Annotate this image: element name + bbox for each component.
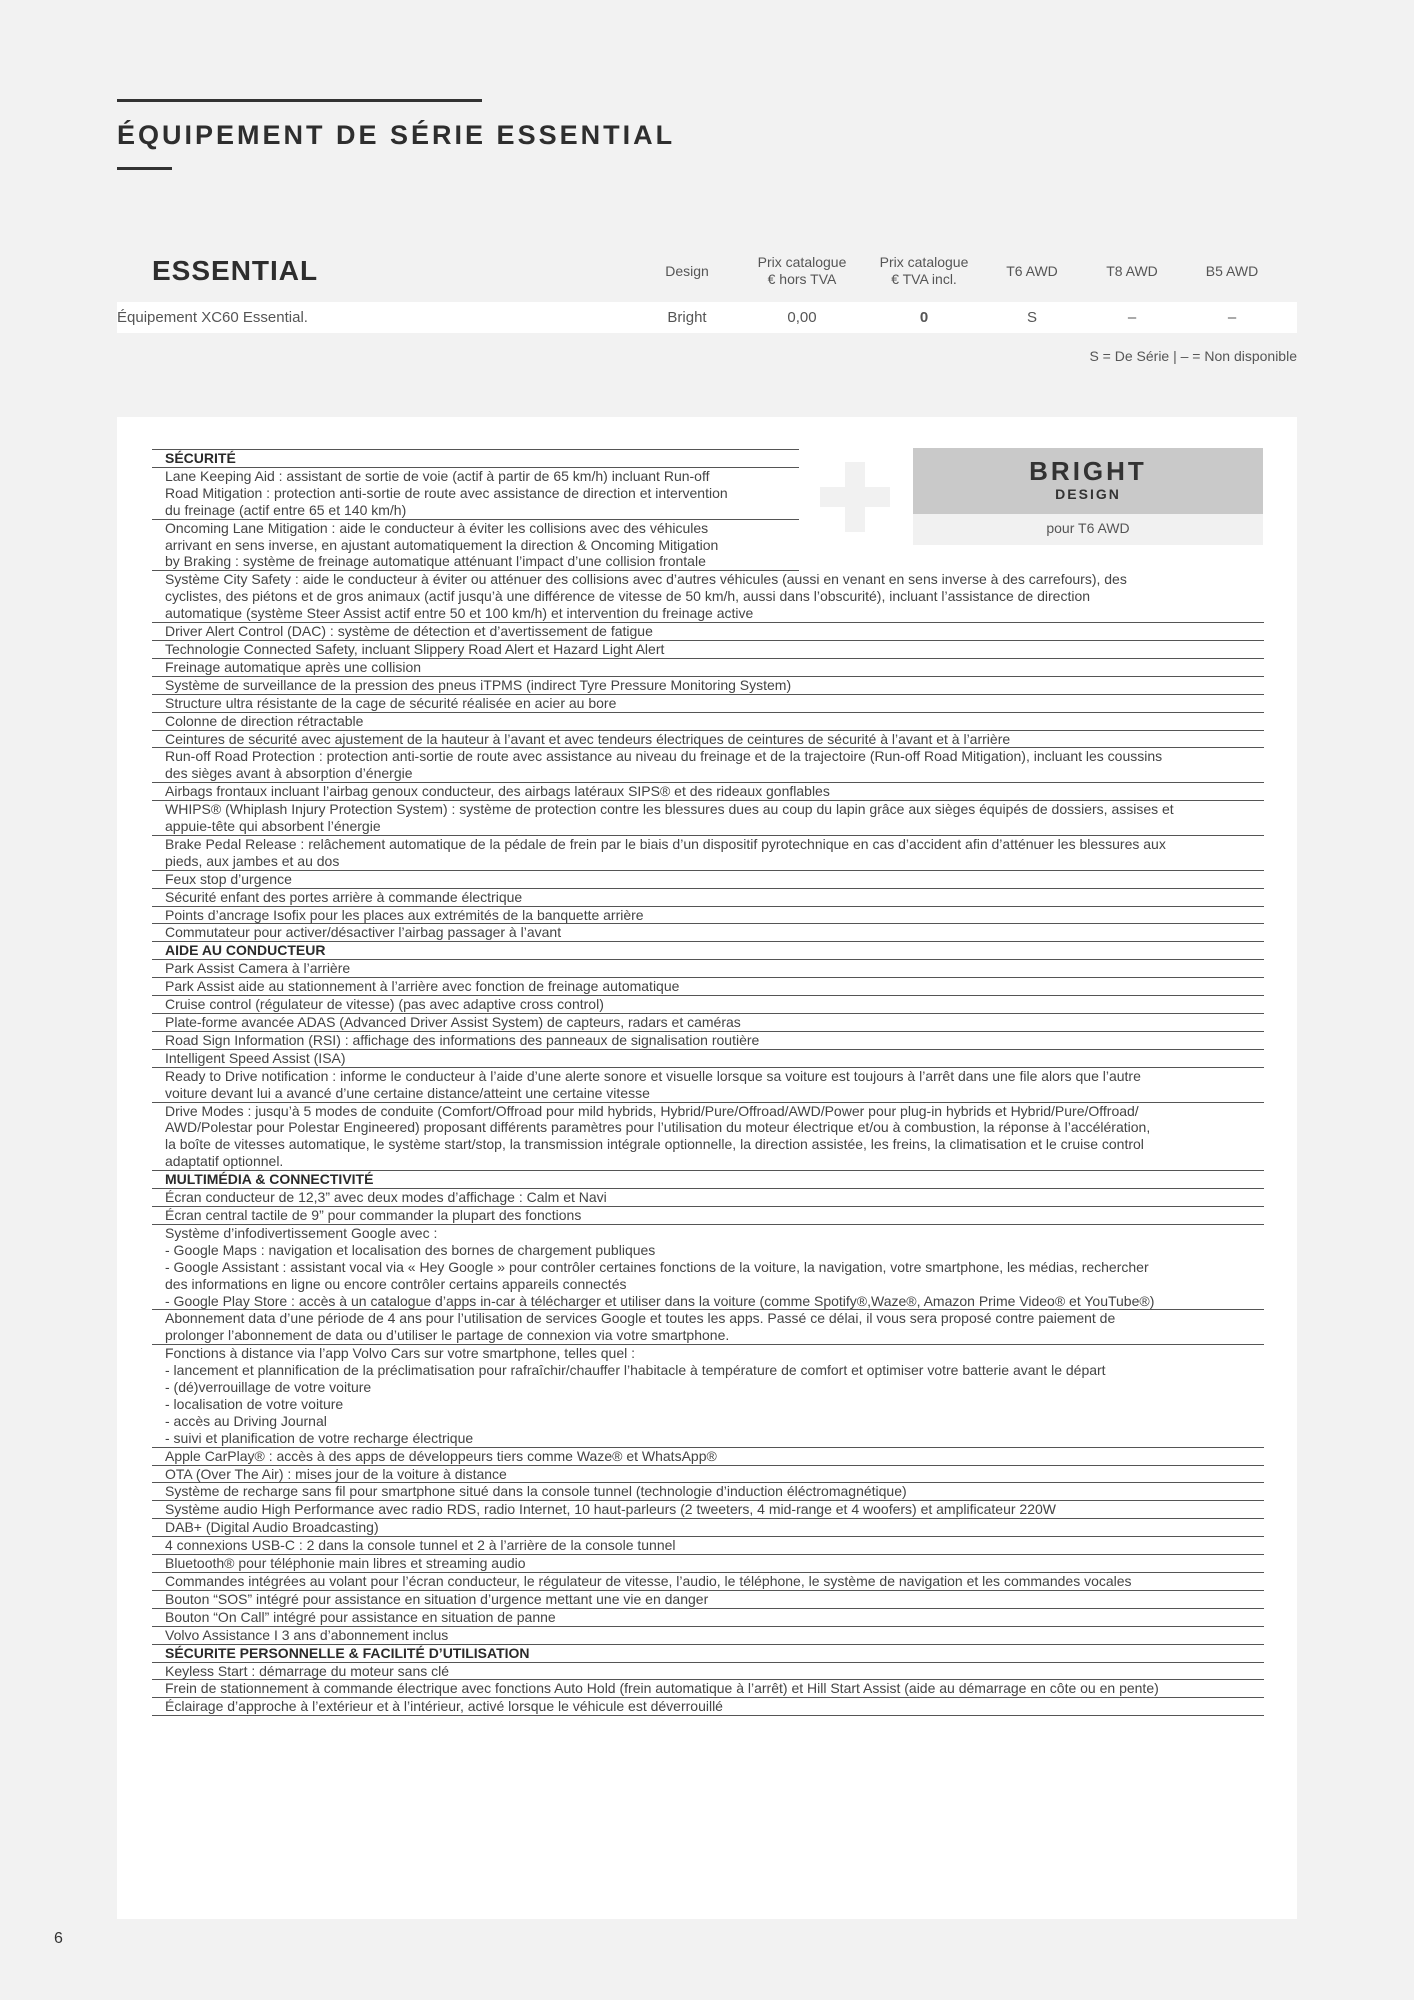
equipment-text: Intelligent Speed Assist (ISA) [165,1049,346,1066]
category-label: AIDE AU CONDUCTEUR [165,942,326,959]
equipment-item [152,871,1264,889]
equipment-text: Feux stop d’urgence [165,870,292,887]
page-number: 6 [54,1930,63,1947]
equipment-item [152,836,1264,871]
equipment-item [152,1698,1264,1716]
equipment-item [152,1032,1264,1050]
price-table-header [117,247,1297,297]
equipment-text: Système de surveillance de la pression des pneus iTPMS (indirect Tyre Pressure Monitoring System) [165,676,792,693]
equipment-item [152,1663,1264,1681]
equipment-item [152,1448,1264,1466]
equipment-item [152,1207,1264,1225]
equipment-text: Colonne de direction rétractable [165,712,364,729]
equipment-item [152,571,1264,623]
equipment-item [152,748,1264,783]
top-rule [117,99,482,102]
equipment-item [152,907,1264,925]
equipment-text: Bouton “SOS” intégré pour assistance en situation d’urgence mettant une vie en danger [165,1590,709,1607]
equipment-text: Road Sign Information (RSI) : affichage des informations des panneaux de signalisation routière [165,1031,760,1048]
equipment-item [152,1627,1264,1645]
header-design: Design [665,262,709,279]
equipment-item [152,1068,1264,1103]
equipment-item [152,1519,1264,1537]
equipment-text: Bluetooth® pour téléphonie main libres et streaming audio [165,1555,526,1572]
equipment-text: Cruise control (régulateur de vitesse) (pas avec adaptive cross control) [165,996,604,1013]
equipment-item [152,731,1264,749]
equipment-item [152,468,799,520]
price-row [117,302,1297,333]
equipment-text: Park Assist aide au stationnement à l’arrière avec fonction de freinage automatique [165,978,680,995]
equipment-list [152,449,1264,1716]
header-price-excl: Prix catalogue € hors TVA [757,254,847,287]
design-subtitle: pour T6 AWD [1046,520,1130,536]
row-t6: S [1026,309,1037,326]
equipment-text: Ceintures de sécurité avec ajustement de la hauteur à l’avant et avec tendeurs électriques de ceintures de sécurité à l’avant et à l’arrière [165,730,1011,747]
equipment-text: Sécurité enfant des portes arrière à commande électrique [165,888,523,905]
equipment-text: Structure ultra résistante de la cage de sécurité réalisée en acier au bore [165,694,617,711]
category-heading [152,1645,1264,1663]
equipment-text: Système de recharge sans fil pour smartphone situé dans la console tunnel (technologie d’induction éléctromagnétique) [165,1483,907,1500]
equipment-text: Brake Pedal Release : relâchement automatique de la pédale de frein par le biais d’un dispositif pyrotechnique en cas d’accident afin d’atténuer les blessures aux pieds, aux jambes et au dos [165,835,1166,869]
equipment-text: Écran conducteur de 12,3” avec deux modes d’affichage : Calm et Navi [165,1189,607,1206]
equipment-text: Ready to Drive notification : informe le conducteur à l’aide d’une alerte sonore et visuelle lorsque sa voiture est toujours à l’arrêt dans une file alors que l’autre voiture devant lui a avancé d’une certaine distance/atteint une certaine vitesse [165,1067,1141,1101]
equipment-item [152,1014,1264,1032]
design-label: DESIGN [1055,486,1121,502]
equipment-text: Driver Alert Control (DAC) : système de détection et d’avertissement de fatigue [165,623,653,640]
equipment-text: Commutateur pour activer/désactiver l’airbag passager à l’avant [165,924,562,941]
category-label: MULTIMÉDIA & CONNECTIVITÉ [165,1171,374,1188]
row-b5: – [1227,309,1237,326]
equipment-item [152,1345,1264,1447]
header-t8: T8 AWD [1106,262,1158,279]
title-underline [117,167,172,170]
equipment-text: Drive Modes : jusqu’à 5 modes de conduite (Comfort/Offroad pour mild hybrids, Hybrid/Pure/Offroad/AWD/Power pour plug-in hybrids et Hybrid/Pure/Offroad/ AWD/Polestar pour Polestar Engineered) proposant différents paramètres pour l’utilisation du moteur électrique et/ou à combustion, la réponse à l’accélération, la boîte de vitesses automatique, le système start/stop, la transmission intégrale optionnelle, la direction assistée, les freins, la climatisation et le cruise control adaptatif optionnel. [165,1102,1151,1170]
equipment-item [152,1591,1264,1609]
row-price-incl: 0 [919,309,929,326]
category-heading [152,449,799,468]
header-b5: B5 AWD [1205,262,1259,279]
equipment-item [152,1555,1264,1573]
equipment-item [152,1466,1264,1484]
equipment-text: Oncoming Lane Mitigation : aide le conducteur à éviter les collisions avec des véhicules arrivant en sens inverse, en ajustant automatiquement la direction & Oncoming Mitigation by Braking : système de freinage automatique atténuant l’impact d’une collision frontale [165,519,719,570]
equipment-text: Système City Safety : aide le conducteur à éviter ou atténuer des collisions avec d’autres véhicules (aussi en venant en sens inverse à des carrefours), des cyclistes, des piétons et de gros animaux (actif jusqu’à une différence de vitesse de 50 km/h, aussi dans l’obscurité), incluant l’assistance de direction automatique (système Steer Assist actif entre 50 et 100 km/h) et intervention du freinage active [165,571,1127,622]
equipment-item [152,1501,1264,1519]
row-t8: – [1127,309,1137,326]
header-t6: T6 AWD [1006,262,1058,279]
equipment-item [152,1050,1264,1068]
equipment-text: Run-off Road Protection : protection anti-sortie de route avec assistance au niveau du freinage et de la trajectoire (Run-off Road Mitigation), incluant les coussins des sièges avant à absorption d’énergie [165,748,1163,782]
equipment-item [152,1103,1264,1172]
equipment-item [152,641,1264,659]
equipment-text: Volvo Assistance I 3 ans d’abonnement inclus [165,1626,449,1643]
row-price-excl: 0,00 [787,309,817,326]
version-title: ESSENTIAL [152,255,319,286]
equipment-text: Airbags frontaux incluant l’airbag genoux conducteur, des airbags latéraux SIPS® et des rideaux gonflables [165,783,830,800]
equipment-item [152,1310,1264,1345]
equipment-item [152,996,1264,1014]
equipment-text: Abonnement data d’une période de 4 ans pour l’utilisation de services Google et toutes les apps. Passé ce délai, il vous sera proposé contre paiement de prolonger l’abonnement de data ou d’utiliser le partage de connexion via votre smartphone. [165,1310,1116,1344]
header-price-incl: Prix catalogue € TVA incl. [879,254,969,287]
equipment-item [152,695,1264,713]
equipment-item [152,1609,1264,1627]
equipment-item [152,924,1264,942]
equipment-text: Keyless Start : démarrage du moteur sans clé [165,1662,450,1679]
equipment-item [152,889,1264,907]
equipment-item [152,1537,1264,1555]
equipment-item [152,520,799,572]
equipment-text: Commandes intégrées au volant pour l’écran conducteur, le régulateur de vitesse, l’audio, le téléphone, le système de navigation et les commandes vocales [165,1573,1132,1589]
equipment-text: Fonctions à distance via l’app Volvo Cars sur votre smartphone, telles quel : - lancement et plannification de la préclimatisation pour rafraîchir/chauffer l’habitacle à température de comfort et optimiser votre batterie avant le départ - (dé)verrouillage de votre voiture - localisation de votre voiture - accès au Driving Journal - suivi et planification de votre recharge électrique [165,1345,1106,1446]
equipment-text: Écran central tactile de 9” pour commander la plupart des fonctions [165,1206,582,1223]
equipment-text: Système audio High Performance avec radio RDS, radio Internet, 10 haut-parleurs (2 tweeters, 4 mid-range et 4 woofers) et amplificateur 220W [165,1501,1056,1518]
equipment-item [152,1680,1264,1698]
equipment-item [152,659,1264,677]
equipment-item [152,801,1264,836]
equipment-text: Système d’infodivertissement Google avec : - Google Maps : navigation et localisation des bornes de chargement publiques - Google Assistant : assistant vocal via « Hey Google » pour contrôler certaines fonctions de la voiture, la navigation, votre smartphone, les médias, rechercher des informations en ligne ou encore contrôler certains appareils connectés - Google Play Store : accès à un catalogue d’apps in-car à télécharger et utiliser dans la voiture (comme Spotify®,Waze®, Amazon Prime Video® et YouTube®) [165,1224,1155,1309]
availability-legend: S = De Série | – = Non disponible [1089,348,1297,364]
page-title: ÉQUIPEMENT DE SÉRIE ESSENTIAL [117,120,676,150]
equipment-item [152,623,1264,641]
equipment-text: Lane Keeping Aid : assistant de sortie de voie (actif à partir de 65 km/h) incluant Run-off Road Mitigation : protection anti-sortie de route avec assistance de direction et intervention du freinage (actif entre 65 et 140 km/h) [165,467,728,518]
equipment-item [152,713,1264,731]
category-label: SÉCURITE PERSONNELLE & FACILITÉ D’UTILISATION [165,1644,530,1661]
equipment-text: 4 connexions USB-C : 2 dans la console tunnel et 2 à l’arrière de la console tunnel [165,1537,676,1554]
row-label: Équipement XC60 Essential. [117,309,308,326]
equipment-text: Apple CarPlay® : accès à des apps de développeurs tiers comme Waze® et WhatsApp® [165,1447,717,1464]
equipment-text: Technologie Connected Safety, incluant Slippery Road Alert et Hazard Light Alert [165,640,665,657]
equipment-text: Frein de stationnement à commande électrique avec fonctions Auto Hold (frein automatique à l’arrêt) et Hill Start Assist (aide au démarrage en côte ou en pente) [165,1680,1159,1697]
category-heading [152,1171,1264,1189]
equipment-text: Freinage automatique après une collision [165,658,422,675]
equipment-item [152,783,1264,801]
category-label: SÉCURITÉ [165,450,236,466]
equipment-text: WHIPS® (Whiplash Injury Protection System) : système de protection contre les blessures dues au coup du lapin grâce aux sièges équipés de dossiers, assises et appuie-tête qui absorbent l’énergie [165,801,1174,835]
equipment-text: Park Assist Camera à l’arrière [165,960,351,977]
design-name: BRIGHT [1029,456,1147,486]
equipment-item [152,1573,1264,1591]
equipment-text: Points d’ancrage Isofix pour les places aux extrémités de la banquette arrière [165,906,644,923]
equipment-item [152,1189,1264,1207]
equipment-text: Bouton “On Call” intégré pour assistance en situation de panne [165,1608,556,1625]
equipment-item [152,960,1264,978]
row-design: Bright [667,309,707,326]
equipment-text: OTA (Over The Air) : mises jour de la voiture à distance [165,1465,507,1482]
category-heading [152,942,1264,960]
equipment-item [152,1225,1264,1311]
equipment-item [152,978,1264,996]
equipment-text: Plate-forme avancée ADAS (Advanced Driver Assist System) de capteurs, radars et caméras [165,1014,741,1030]
equipment-text: Éclairage d’approche à l’extérieur et à l’intérieur, activé lorsque le véhicule est déverrouillé [165,1698,723,1715]
equipment-item [152,1483,1264,1501]
equipment-item [152,677,1264,695]
equipment-text: DAB+ (Digital Audio Broadcasting) [165,1519,379,1536]
